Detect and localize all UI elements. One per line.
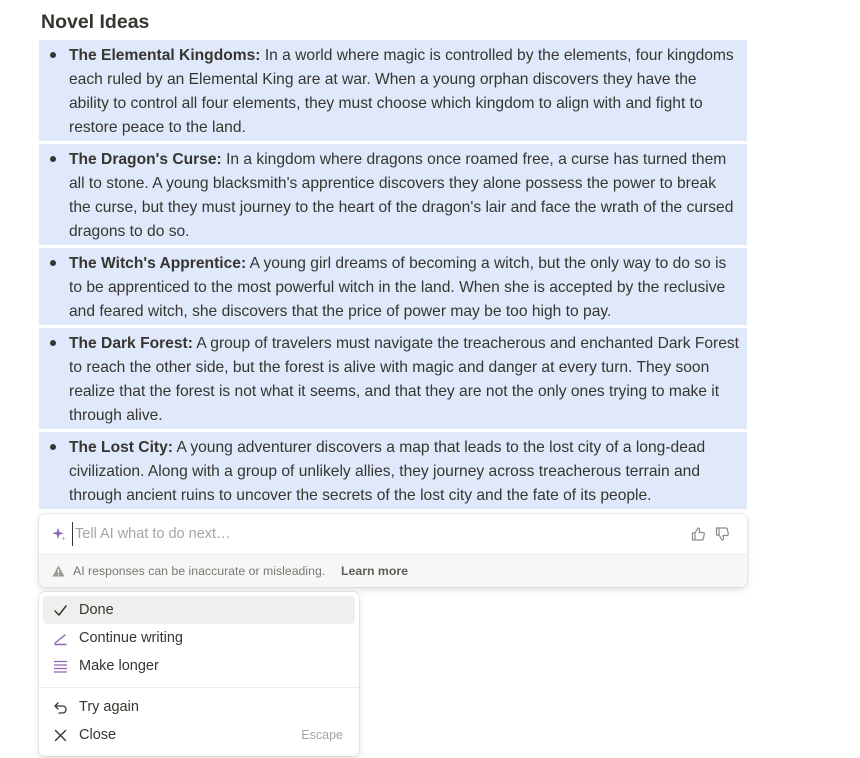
bullet-icon <box>50 340 56 346</box>
menu-item-try-again[interactable] <box>43 693 355 721</box>
learn-more-link[interactable]: Learn more <box>341 564 408 578</box>
menu-item-label: Try again <box>79 699 139 715</box>
disclaimer-text: AI responses can be inaccurate or misleading. <box>73 564 326 578</box>
warning-icon <box>52 565 65 577</box>
list-item[interactable] <box>39 144 747 245</box>
undo-icon <box>53 700 68 715</box>
list-item[interactable] <box>39 40 747 141</box>
menu-item-done[interactable] <box>43 596 355 624</box>
idea-title: The Dragon's Curse: <box>69 151 222 168</box>
idea-text: A group of travelers must navigate the treacherous and enchanted Dark Forest to reach the other side, but the forest is alive with magic and danger at every turn. They soon realize that the forest is not what it seems, and that they are not the only ones trying to make it through alive. <box>69 335 740 424</box>
menu-item-close[interactable] <box>43 721 355 749</box>
bullet-icon <box>50 444 56 450</box>
thumbs-up-icon[interactable] <box>690 526 706 542</box>
menu-item-make-longer[interactable] <box>43 652 355 680</box>
thumbs-down-icon[interactable] <box>714 526 730 542</box>
idea-title: The Lost City: <box>69 439 173 456</box>
menu-item-label: Make longer <box>79 658 159 674</box>
close-icon <box>53 728 68 743</box>
menu-item-label: Continue writing <box>79 630 183 646</box>
list-item[interactable] <box>39 432 747 509</box>
pencil-icon <box>53 631 68 646</box>
idea-text: A young girl dreams of becoming a witch, but the only way to do so is to be apprenticed to the most powerful witch in the land. When she is accepted by the reclusive and feared witch, she discovers that the price of power may be too high to pay. <box>69 255 727 320</box>
idea-text: In a kingdom where dragons once roamed free, a curse has turned them all to stone. A young blacksmith's apprentice discovers they alone possess the power to break the curse, but they must journey to the heart of the dragon's lair and face the wrath of the cursed dragons to do so. <box>69 151 734 240</box>
ai-prompt-input[interactable] <box>72 522 675 546</box>
ai-prompt-box <box>39 514 747 587</box>
sparkle-icon <box>51 526 67 542</box>
list-item[interactable] <box>39 248 747 325</box>
ai-disclaimer <box>39 555 747 587</box>
lines-icon <box>53 659 68 674</box>
keyboard-shortcut: Escape <box>301 728 343 742</box>
page-title: Novel Ideas <box>41 11 150 33</box>
idea-title: The Elemental Kingdoms: <box>69 47 261 64</box>
ai-input-row <box>39 514 747 555</box>
idea-text: A young adventurer discovers a map that leads to the lost city of a long-dead civilization. Along with a group of unlikely allies, they journey across treacherous terrain and through ancient ruins to uncover the secrets of the lost city and the fate of its people. <box>69 439 706 504</box>
menu-item-label: Done <box>79 602 114 618</box>
bullet-icon <box>50 260 56 266</box>
bullet-icon <box>50 156 56 162</box>
menu-item-continue-writing[interactable] <box>43 624 355 652</box>
check-icon <box>53 603 68 618</box>
menu-item-label: Close <box>79 727 117 743</box>
menu-divider <box>39 687 359 688</box>
list-item[interactable] <box>39 328 747 429</box>
idea-title: The Dark Forest: <box>69 335 193 352</box>
idea-title: The Witch's Apprentice: <box>69 255 247 272</box>
ai-action-menu <box>39 592 359 756</box>
idea-text: In a world where magic is controlled by the elements, four kingdoms each ruled by an Elemental King are at war. When a young orphan discovers they have the ability to control all four elements, they must choose which kingdom to align with and fight to restore peace to the land. <box>69 47 734 136</box>
bullet-icon <box>50 52 56 58</box>
